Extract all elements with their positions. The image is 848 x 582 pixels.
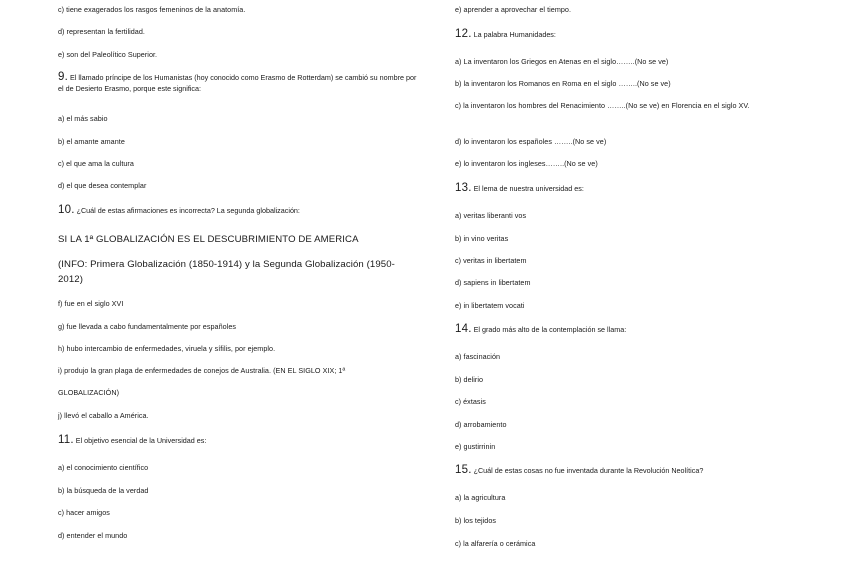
option-d: d) arrobamiento [455, 420, 507, 429]
option-b: b) el amante amante [58, 137, 125, 146]
option-b: b) la búsqueda de la verdad [58, 486, 149, 495]
option-e: e) lo inventaron los ingleses……..(No se ve) [455, 159, 598, 168]
question-number: 14. [455, 323, 472, 335]
option-d: d) lo inventaron los españoles ……..(No se ve) [455, 137, 607, 146]
option-i: i) produjo la gran plaga de enfermedades de conejos de Australia. (EN EL SIGLO XIX; 1ª [58, 366, 346, 375]
caps-note: SI LA 1ª GLOBALIZACIÓN ES EL DESCUBRIMIENTO DE AMERICA [58, 234, 359, 245]
option-c: c) la inventaron los hombres del Renacimiento ……..(No se ve) en Florencia en el siglo XV. [455, 101, 750, 110]
option-i-continued: GLOBALIZACIÓN) [58, 388, 120, 397]
option-b: b) la inventaron los Romanos en Roma en el siglo ……..(No se ve) [455, 79, 671, 88]
option-a: a) fascinación [455, 352, 501, 361]
option-d: d) el que desea contemplar [58, 181, 147, 190]
question-number: 12. [455, 28, 472, 40]
option-a: a) el más sabio [58, 114, 108, 123]
option-b: b) in vino veritas [455, 234, 509, 243]
option-a: a) La inventaron los Griegos en Atenas en el siglo……..(No se ve) [455, 57, 669, 66]
question-text: El objetivo esencial de la Universidad es: [73, 436, 207, 445]
question-text: El llamado príncipe de los Humanistas (hoy conocido como Erasmo de Rotterdam) se cambió su nombre por el de Desierto Erasmo, porque este significa: [58, 73, 417, 93]
option-c: c) el que ama la cultura [58, 159, 134, 168]
option-j: j) llevó el caballo a América. [58, 411, 149, 420]
question-text: El lema de nuestra universidad es: [471, 184, 584, 193]
option-e: e) gustirrinin [455, 442, 496, 451]
question-text: ¿Cuál de estas afirmaciones es incorrecta? La segunda globalización: [74, 206, 300, 215]
question-10 [58, 205, 300, 216]
question-9 [58, 72, 423, 94]
option-d: d) representan la fertilidad. [58, 27, 145, 36]
option-a: a) veritas liberanti vos [455, 211, 527, 220]
question-number: 11. [58, 434, 74, 446]
option-c: c) éxtasis [455, 397, 486, 406]
question-13 [455, 183, 584, 194]
question-14 [455, 324, 626, 335]
option-a: a) el conocimiento científico [58, 463, 149, 472]
question-number: 13. [455, 182, 472, 194]
option-d: d) sapiens in libertatem [455, 278, 531, 287]
option-d: d) entender el mundo [58, 531, 128, 540]
option-c: c) la alfarería o cerámica [455, 539, 536, 548]
question-text: El grado más alto de la contemplación se llama: [471, 325, 627, 334]
option-g: g) fue llevada a cabo fundamentalmente por españoles [58, 322, 237, 331]
question-text: ¿Cuál de estas cosas no fue inventada durante la Revolución Neolítica? [471, 466, 704, 475]
question-11 [58, 435, 206, 446]
option-a: a) la agricultura [455, 493, 506, 502]
question-text: La palabra Humanidades: [471, 30, 556, 39]
question-12 [455, 29, 556, 40]
question-15 [455, 465, 703, 476]
option-c: c) veritas in libertatem [455, 256, 527, 265]
option-e: e) son del Paleolítico Superior. [58, 50, 158, 59]
question-number: 10. [58, 204, 75, 216]
info-note: (INFO: Primera Globalización (1850-1914) y la Segunda Globalización (1950-2012) [58, 259, 395, 285]
question-number: 15. [455, 464, 472, 476]
option-b: b) los tejidos [455, 516, 497, 525]
option-e: e) in libertatem vocati [455, 301, 525, 310]
option-c: c) tiene exagerados los rasgos femeninos de la anatomía. [58, 5, 246, 14]
option-e: e) aprender a aprovechar el tiempo. [455, 5, 572, 14]
option-c: c) hacer amigos [58, 508, 110, 517]
question-number: 9. [58, 71, 68, 83]
option-f: f) fue en el siglo XVI [58, 299, 124, 308]
option-b: b) delirio [455, 375, 484, 384]
option-h: h) hubo intercambio de enfermedades, viruela y sífilis, por ejemplo. [58, 344, 276, 353]
